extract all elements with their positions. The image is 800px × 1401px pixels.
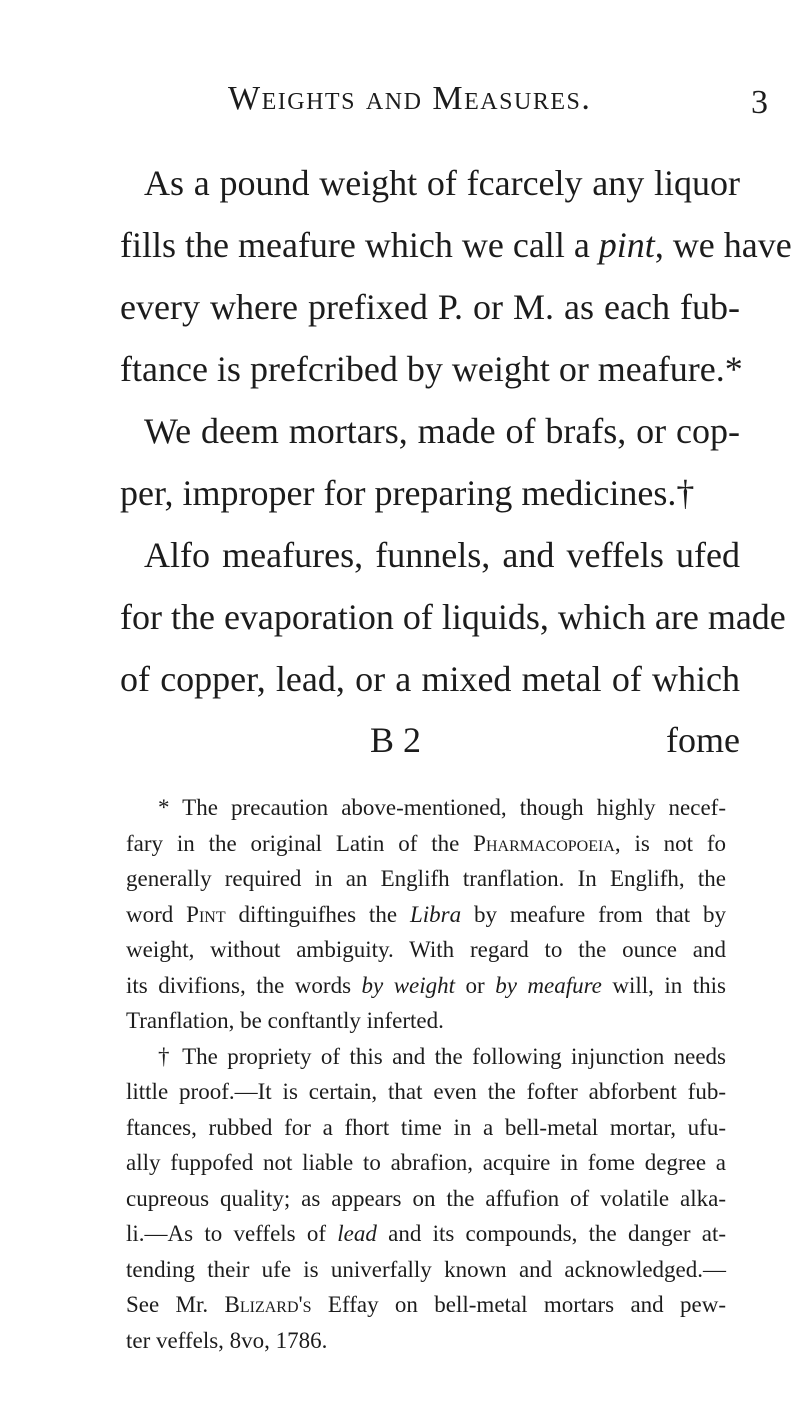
footnote-1-line-4 xyxy=(126,897,726,933)
body-line-3: every where prefixed P. or M. as each fub- xyxy=(120,287,740,327)
footnote-2-line-4: ally fuppofed not liable to abrafion, acquire in fome degree a xyxy=(126,1150,726,1175)
fn1-l4-a: word xyxy=(126,901,174,927)
footnote-1-line-3: generally required in an Englifh tranflation. In Englifh, the xyxy=(126,866,726,891)
body-line-9: of copper, lead, or a mixed metal of which xyxy=(120,659,740,699)
body-line-5: We deem mortars, made of brafs, or cop- xyxy=(144,411,740,451)
fn2-l6-a: li.—As to veffels of xyxy=(126,1221,327,1246)
running-title: Weights and Measures. xyxy=(228,80,592,117)
fn1-l6-c: will, in this xyxy=(612,972,727,998)
footnote-2-line-7: tending their ufe is univerfally known and acknowledged.— xyxy=(126,1256,726,1282)
fn1-l6-b: or xyxy=(465,972,485,998)
footnote-1-line-5: weight, without ambiguity. With regard to the ounce and xyxy=(126,937,726,962)
fn1-l4-smallcaps: Pint xyxy=(186,901,226,927)
fn1-l6-a: its divifions, the words xyxy=(126,972,352,998)
body-line-8: for the evaporation of liquids, which are made xyxy=(120,597,786,637)
fn1-l4-c: by meafure from that by xyxy=(473,901,727,927)
fn1-l2-a: fary in the original Latin of the xyxy=(126,830,460,856)
fn2-l6-b: and its compounds, the danger at- xyxy=(388,1221,727,1246)
footnote-2-line-5: cupreous quality; as appears on the affufion of volatile alka- xyxy=(126,1185,726,1211)
fn2-l8-b: Effay on bell-metal mortars and pew- xyxy=(327,1292,727,1317)
fn1-l6-italic-1: by weight xyxy=(361,972,456,998)
body-text xyxy=(120,152,792,710)
footnote-2-line-6 xyxy=(126,1216,726,1252)
body-line-2-italic: pint xyxy=(598,225,655,265)
catchword-line xyxy=(120,710,740,770)
body-line-2-text: fills the meafure which we call a xyxy=(120,225,590,265)
footnote-2-line-3: ftances, rubbed for a fhort time in a bell-metal mortar, ufu- xyxy=(126,1114,726,1140)
body-line-7: Alfo meafures, funnels, and veffels ufed xyxy=(144,535,740,575)
footnote-2-line-1: † The propriety of this and the following injunction needs xyxy=(158,1043,726,1069)
footnote-1-line-2 xyxy=(126,826,726,862)
footnote-1-line-7: Tranflation, be conftantly inferted. xyxy=(126,1008,444,1033)
fn1-l6-italic-2: by meafure xyxy=(495,972,602,998)
fn1-l2-smallcaps: Pharmacopoeia xyxy=(473,830,615,856)
body-line-2-tail: , we have xyxy=(654,225,792,265)
body-line-4: ftance is prefcribed by weight or meafure.* xyxy=(120,349,743,389)
catchword: fome xyxy=(666,720,740,760)
footnote-2-line-8 xyxy=(126,1287,726,1323)
fn2-l6-italic: lead xyxy=(337,1221,377,1246)
fn1-l4-italic: Libra xyxy=(409,901,462,927)
body-line-1: As a pound weight of fcarcely any liquor xyxy=(144,163,740,203)
fn1-l2-b: , is not fo xyxy=(614,830,727,856)
page-number: 3 xyxy=(751,84,768,121)
signature-mark: B 2 xyxy=(370,720,422,760)
footnote-1-line-1: * The precaution above-mentioned, though highly necef- xyxy=(158,795,726,820)
fn2-l8-a: See Mr. xyxy=(126,1292,209,1317)
body-line-2 xyxy=(120,214,792,276)
fn2-l8-smallcaps: Blizard's xyxy=(224,1292,312,1317)
footnotes xyxy=(126,790,726,1358)
running-head xyxy=(228,80,768,136)
footnote-2-line-2: little proof.—It is certain, that even the fofter abforbent fub- xyxy=(126,1079,726,1104)
footnote-2-line-9: ter veffels, 8vo, 1786. xyxy=(126,1327,328,1353)
fn1-l4-b: diftinguifhes the xyxy=(238,901,398,927)
body-line-6: per, improper for preparing medicines.† xyxy=(120,473,695,513)
footnote-1-line-6 xyxy=(126,968,726,1004)
